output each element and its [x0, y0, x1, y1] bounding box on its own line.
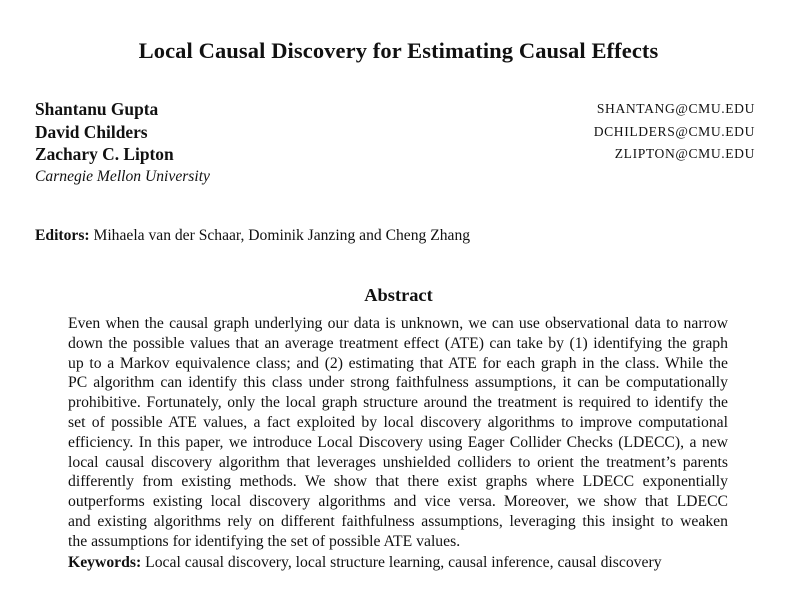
abstract-heading: Abstract — [364, 285, 433, 305]
abstract-line: prohibitive. Fortunately, only the local graph structure around the treatment is required to identify the — [68, 394, 728, 412]
author-email: DCHILDERS@CMU.EDU — [593, 123, 755, 139]
abstract-line: and existing algorithms rely on different faithfulness assumptions, leveraging this insight to weaken — [68, 512, 728, 530]
author-block — [35, 98, 755, 188]
editors-line — [35, 227, 470, 245]
paper-title: Local Causal Discovery for Estimating Causal Effects — [138, 38, 659, 63]
keywords-line — [68, 552, 728, 573]
abstract-line: local causal discovery algorithm that leverages unshielded colliders to orient the treatment’s parents — [68, 453, 728, 471]
keywords-text: Local causal discovery, local structure learning, causal inference, causal discovery — [145, 553, 662, 571]
author-email: SHANTANG@CMU.EDU — [596, 101, 755, 116]
abstract-line: down the possible values that an average treatment effect (ATE) can take by (1) identifying the graph — [68, 334, 728, 352]
author-row — [35, 121, 755, 144]
author-name: Shantanu Gupta — [35, 99, 159, 119]
author-row — [35, 143, 755, 166]
abstract-line: PC algorithm can identify this class under strong faithfulness assumptions, it can be computationally — [68, 374, 728, 392]
abstract-line: differently from existing methods. We show that there exist graphs where LDECC exponentially — [68, 473, 728, 491]
abstract-line: outperforms existing local discovery algorithms and vice versa. Moreover, we show that LDECC — [68, 493, 728, 511]
abstract-body — [68, 314, 728, 573]
abstract-line: Even when the causal graph underlying our data is unknown, we can use observational data to narrow — [68, 315, 728, 332]
abstract-line: efficiency. In this paper, we introduce Local Discovery using Eager Collider Checks (LDECC), a new — [68, 433, 728, 451]
affiliation: Carnegie Mellon University — [35, 167, 210, 185]
author-name: David Childers — [35, 121, 148, 142]
editors-names: Mihaela van der Schaar, Dominik Janzing and Cheng Zhang — [93, 227, 471, 244]
abstract-line: the assumptions for identifying the set of possible ATE values. — [68, 532, 461, 550]
author-name: Zachary C. Lipton — [35, 144, 174, 164]
author-row — [35, 98, 755, 121]
abstract-line: up to a Markov equivalence class; and (2) estimating that ATE for each graph in the class. While the — [68, 354, 728, 372]
keywords-label: Keywords: — [68, 553, 142, 571]
abstract-line: set of possible ATE values, a fact exploited by local discovery algorithms to improve computational — [68, 413, 728, 431]
author-email: ZLIPTON@CMU.EDU — [614, 146, 755, 161]
editors-label: Editors: — [35, 227, 90, 244]
